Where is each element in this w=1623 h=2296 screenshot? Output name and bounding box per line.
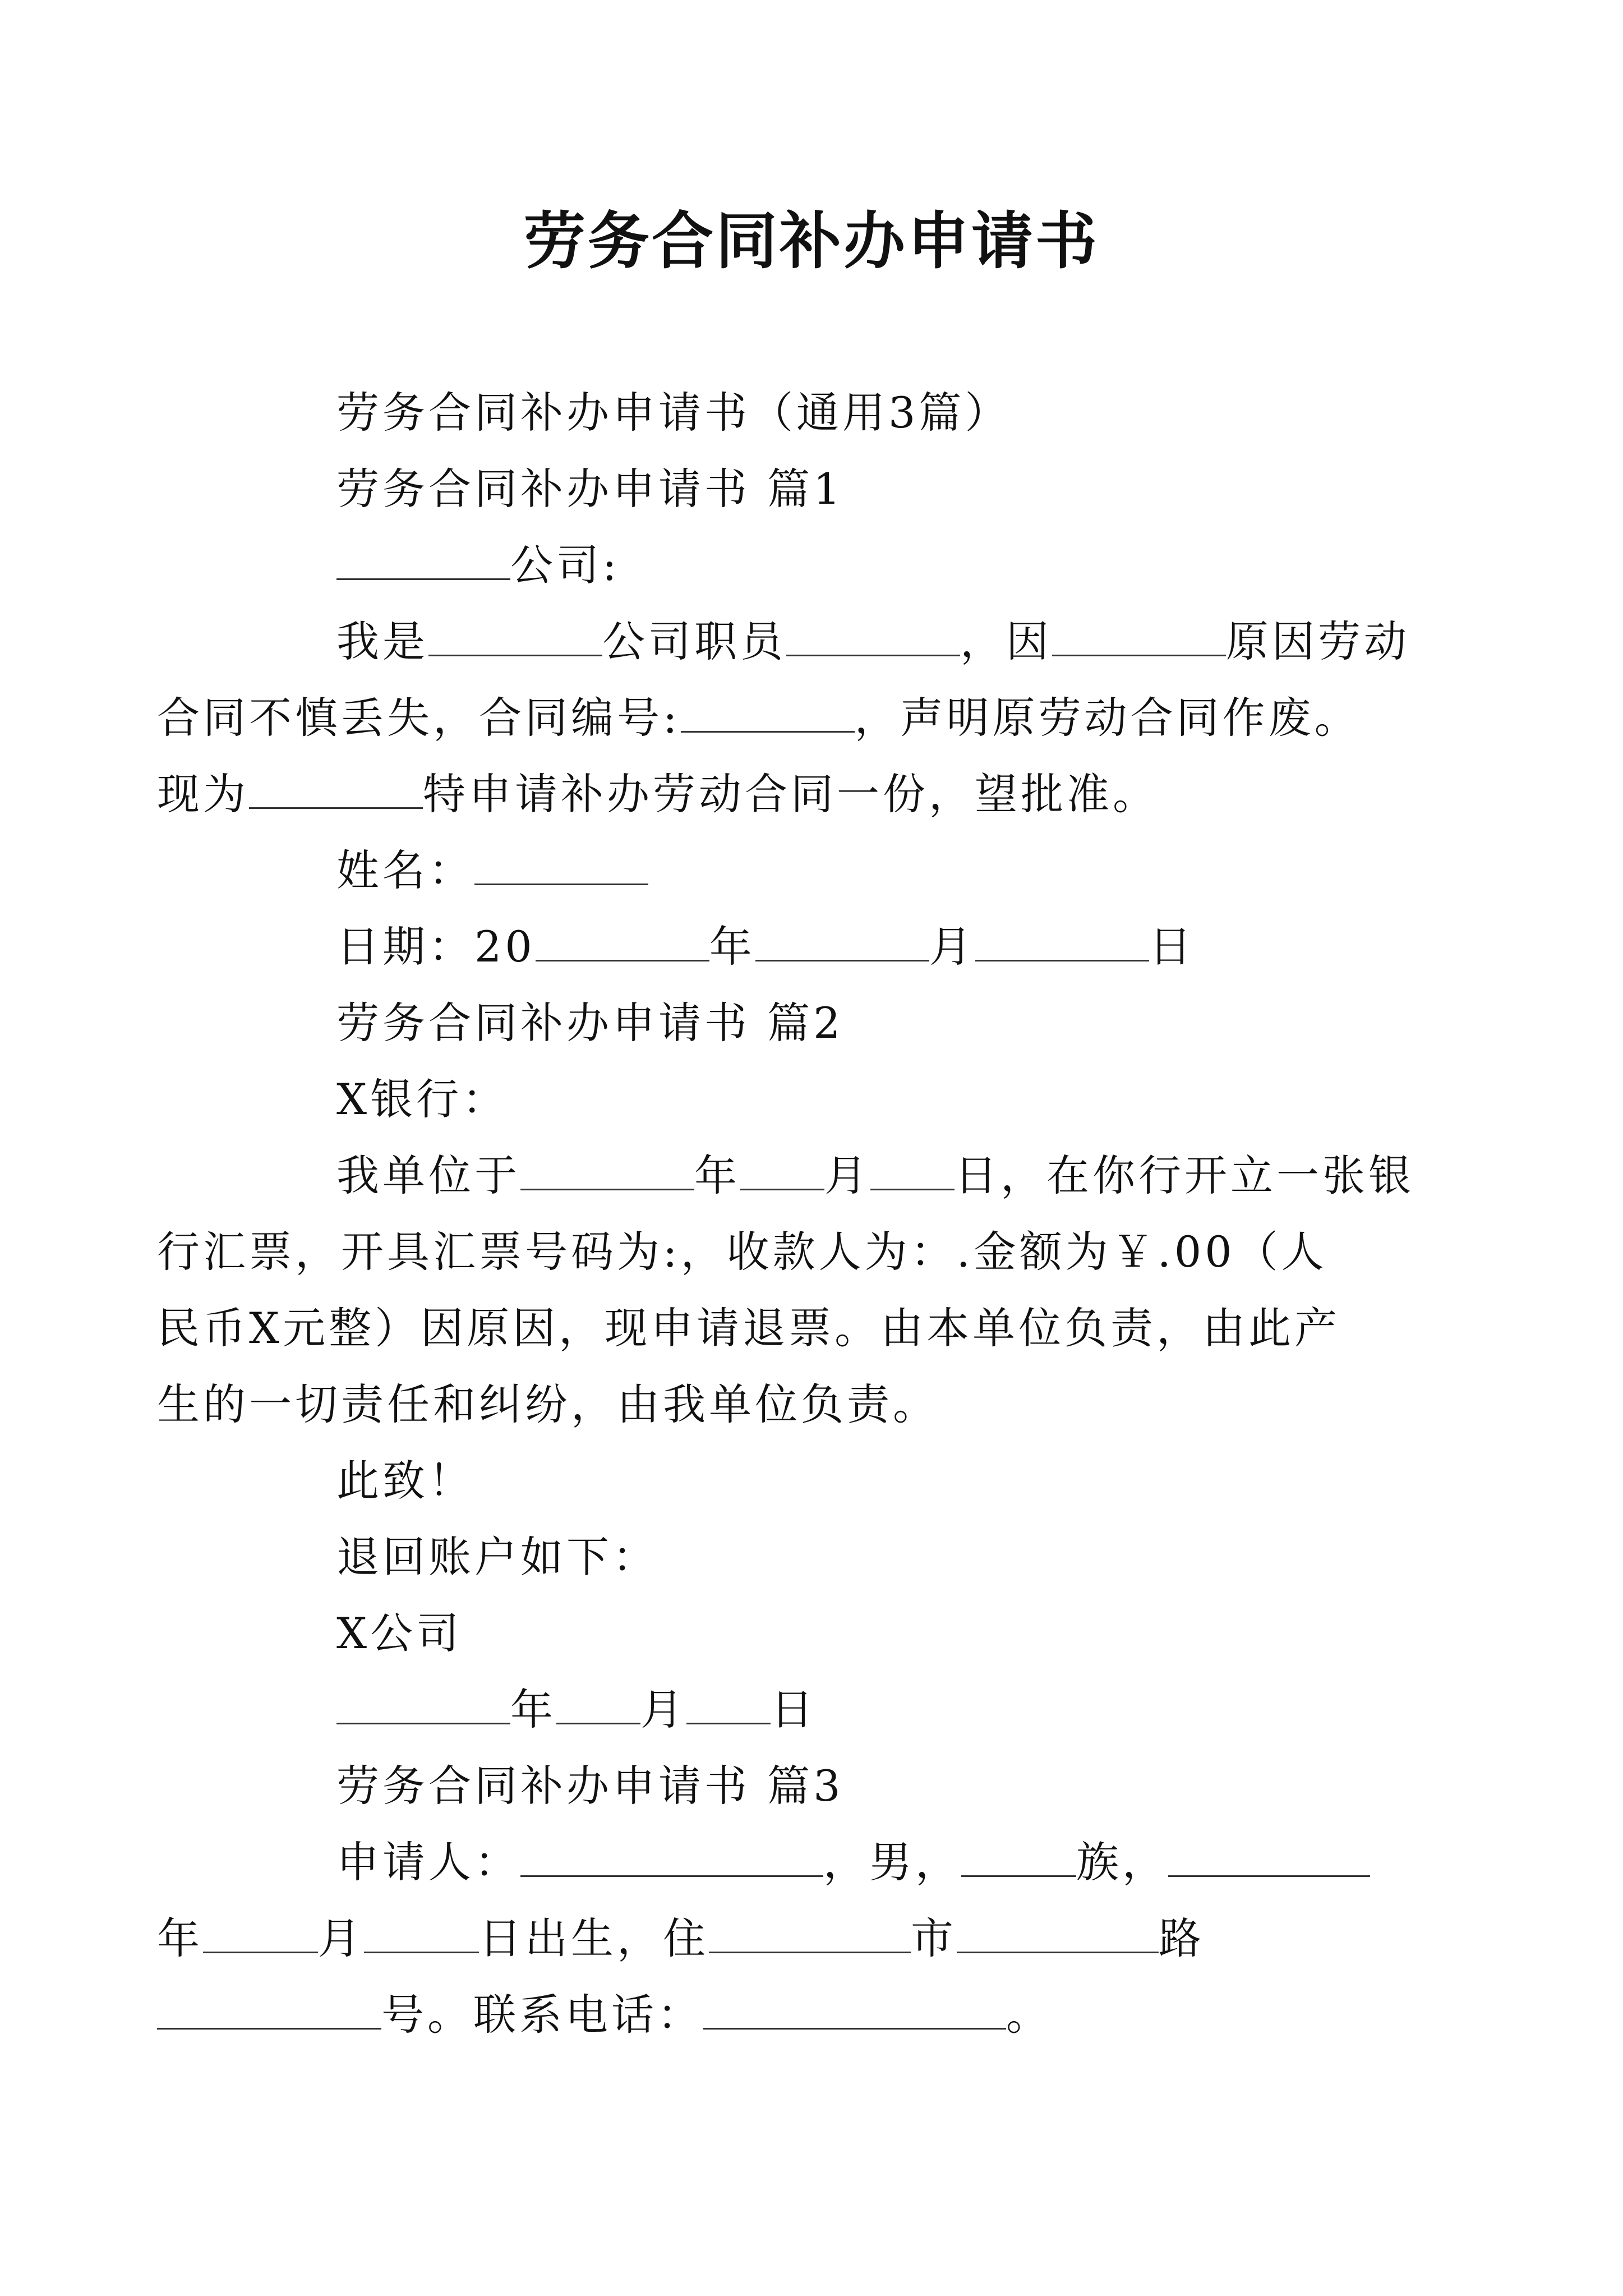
blank-field xyxy=(740,1149,824,1190)
blank-field xyxy=(428,615,602,656)
signer-line: X公司 xyxy=(336,1608,463,1658)
blank-ethnicity xyxy=(961,1836,1076,1877)
date-line: 年 月 日 xyxy=(247,1672,1391,1748)
blank-road xyxy=(957,1912,1159,1953)
blank-field xyxy=(249,768,423,809)
name-line: 姓名： xyxy=(247,832,1391,909)
blank-field xyxy=(520,1149,694,1190)
refund-account-line: 退回账户如下： xyxy=(336,1532,658,1582)
paragraph-line: 行汇票，开具汇票号码为:，收款人为：.金额为￥.00（人 xyxy=(157,1227,1327,1277)
document-title: 劳务合同补办申请书 xyxy=(524,205,1099,277)
blank-month xyxy=(203,1912,318,1953)
paragraph-line: 我单位于 年 月 日，在你行开立一张银 xyxy=(336,1151,1414,1200)
date-line: 日期：20 年 月 日 xyxy=(336,922,1195,972)
blank-number xyxy=(157,1989,381,2030)
paragraph-line: 合同不慎丢失，合同编号: ，声明原劳动合同作废。 xyxy=(157,693,1361,743)
blank-field xyxy=(1168,1836,1370,1877)
blank-day xyxy=(364,1912,479,1953)
closing-line: 此致！ xyxy=(336,1456,474,1506)
section-heading-2: 劳务合同补办申请书 篇2 xyxy=(336,998,844,1048)
subtitle: 劳务合同补办申请书（通用3篇） xyxy=(336,388,1011,438)
blank-field xyxy=(681,692,855,733)
paragraph-line: 我是 公司职员 ，因 原因劳动 xyxy=(336,616,1410,666)
addressee-line: 公司: xyxy=(247,527,1391,604)
blank-field xyxy=(870,1149,955,1190)
addressee-line: X银行： xyxy=(336,1074,509,1124)
blank-month xyxy=(755,921,929,961)
blank-day xyxy=(975,921,1149,961)
blank-year xyxy=(536,921,709,961)
paragraph-line: 民币X元整）因原因，现申请退票。由本单位负责，由此产 xyxy=(157,1303,1341,1353)
blank-field xyxy=(786,615,960,656)
blank-year xyxy=(336,1683,510,1724)
paragraph-line: 号。联系电话： 。 xyxy=(157,1977,1391,2053)
blank-city xyxy=(709,1912,911,1953)
section-heading-1: 劳务合同补办申请书 篇1 xyxy=(336,464,844,514)
paragraph-line: 申请人： ，男， 族， xyxy=(247,1824,1391,1901)
blank-month xyxy=(556,1683,640,1724)
blank-phone xyxy=(703,1989,1006,2030)
section-heading-3: 劳务合同补办申请书 篇3 xyxy=(336,1761,844,1811)
paragraph-line: 现为 特申请补办劳动合同一份，望批准。 xyxy=(157,769,1159,819)
blank-day xyxy=(686,1683,771,1724)
blank-field xyxy=(1052,615,1226,656)
paragraph-line: 年 月 日出生，住 市 路 xyxy=(157,1913,1205,1963)
blank-applicant xyxy=(520,1836,823,1877)
document-body xyxy=(157,375,1414,2053)
paragraph-line: 生的一切责任和纠纷，由我单位负责。 xyxy=(157,1379,939,1429)
blank-company xyxy=(336,539,510,580)
blank-name xyxy=(474,844,648,885)
